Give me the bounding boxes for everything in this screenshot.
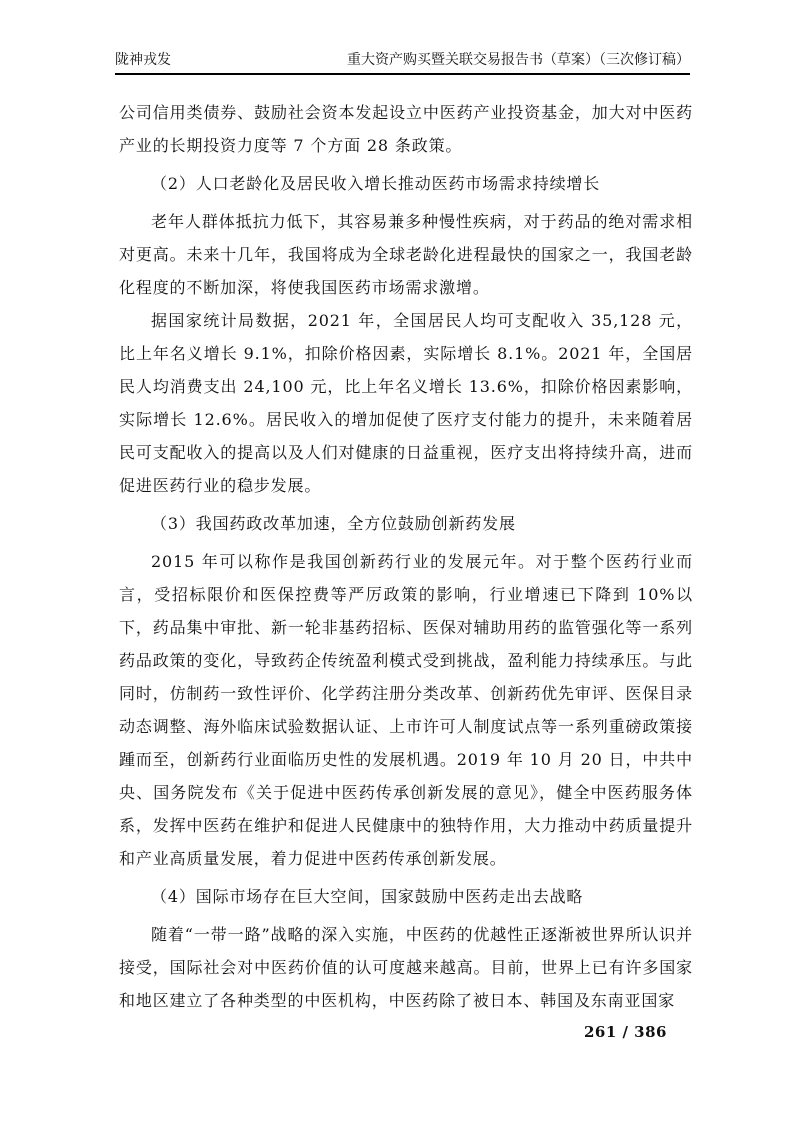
page-number: 261 / 386 bbox=[583, 1023, 667, 1041]
body-paragraph: 随着“一带一路”战略的深入实施，中医药的优越性正逐渐被世界所认识并接受，国际社会对中医药价值的认可度越来越高。目前，世界上已有许多国家和地区建立了各种类型的中医机构，中医药除了被日本、韩国及东南亚国家 bbox=[119, 925, 693, 1010]
body-paragraph: 老年人群体抵抗力低下，其容易兼多种慢性疾病，对于药品的绝对需求相对更高。未来十几年，我国将成为全球老龄化进程最快的国家之一，我国老龄化程度的不断加深，将使我国医药市场需求激增。 bbox=[119, 212, 693, 297]
body-paragraph: 据国家统计局数据，2021 年，全国居民人均可支配收入 35,128 元，比上年名义增长 9.1%，扣除价格因素，实际增长 8.1%。2021 年，全国居民人均消费支出 24,100 元，比上年名义增长 13.6%，扣除价格因素影响，实际增长 12.6%。居民收入的增加促使了医疗支付能力的提升，未来随着居民可支配收入的提高以及人们对健康的日益重视，医疗支出将持续升高，进而促进医药行业的稳步发展。 bbox=[119, 311, 693, 495]
section-heading: （3）我国药政改革加速，全方位鼓励创新药发展 bbox=[151, 514, 516, 533]
section-heading: （4）国际市场存在巨大空间，国家鼓励中医药走出去战略 bbox=[151, 887, 584, 906]
body-paragraph: 公司信用类债券、鼓励社会资本发起设立中医药产业投资基金，加大对中医药产业的长期投资力度等 7 个方面 28 条政策。 bbox=[119, 103, 693, 155]
body-paragraph: 2015 年可以称作是我国创新药行业的发展元年。对于整个医药行业而言，受招标限价和医保控费等严厉政策的影响，行业增速已下降到 10%以下，药品集中审批、新一轮非基药招标、医保对辅助用药的监管强化等一系列药品政策的变化，导致药企传统盈利模式受到挑战，盈利能力持续承压。与此同时，仿制药一致性评价、化学药注册分类改革、创新药优先审评、医保目录动态调整、海外临床试验数据认证、上市许可人制度试点等一系列重磅政策接踵而至，创新药行业面临历史性的发展机遇。2019 年 10 月 20 日，中共中央、国务院发布《关于促进中医药传承创新发展的意见》，健全中医药服务体系，发挥中医药在维护和促进人民健康中的独特作用，大力推动中药质量提升和产业高质量发展，着力促进中医药传承创新发展。 bbox=[119, 552, 693, 868]
document-body bbox=[119, 96, 693, 1017]
page-header bbox=[115, 51, 690, 75]
header-company-name: 陇神戎发 bbox=[115, 52, 171, 68]
header-report-title: 重大资产购买暨关联交易报告书（草案）（三次修订稿） bbox=[347, 52, 690, 68]
page-footer bbox=[584, 1023, 667, 1041]
section-heading: （2）人口老龄化及居民收入增长推动医药市场需求持续增长 bbox=[151, 174, 601, 193]
